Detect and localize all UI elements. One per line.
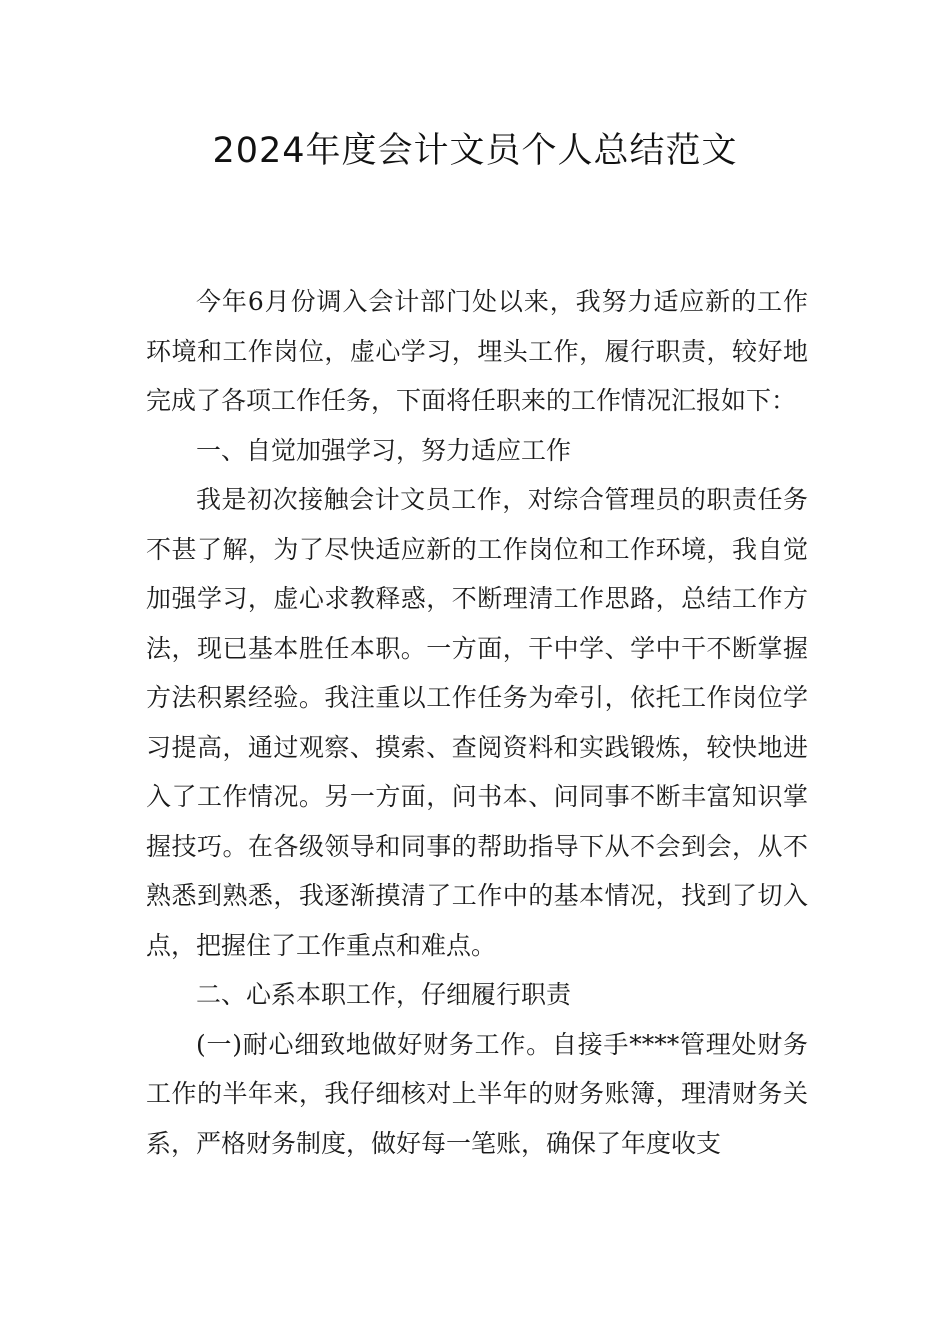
section-heading-2: 二、心系本职工作，仔细履行职责 <box>196 980 572 1009</box>
paragraph-intro: 今年6月份调入会计部门处以来，我努力适应新的工作环境和工作岗位，虚心学习，埋头工作，履行职责，较好地完成了各项工作任务，下面将任职来的工作情况汇报如下： <box>146 287 808 415</box>
paragraph-section-2-item-1: (一)耐心细致地做好财务工作。自接手****管理处财务工作的半年来，我仔细核对上半年的财务账簿，理清财务关系，严格财务制度，做好每一笔账，确保了年度收支 <box>146 1029 808 1158</box>
document-body <box>146 277 808 1168</box>
section-heading-1: 一、自觉加强学习，努力适应工作 <box>196 435 572 465</box>
document-title: 2024年度会计文员个人总结范文 <box>212 131 738 171</box>
paragraph-section-1: 我是初次接触会计文员工作，对综合管理员的职责任务不甚了解，为了尽快适应新的工作岗位和工作环境，我自觉加强学习，虚心求教释惑，不断理清工作思路，总结工作方法，现已基本胜任本职。一方面，干中学、学中干不断掌握方法积累经验。我注重以工作任务为牵引，依托工作岗位学习提高，通过观察、摸索、查阅资料和实践锻炼，较快地进入了工作情况。另一方面，问书本、问同事不断丰富知识掌握技巧。在各级领导和同事的帮助指导下从不会到会，从不熟悉到熟悉，我逐渐摸清了工作中的基本情况，找到了切入点，把握住了工作重点和难点。 <box>146 485 808 960</box>
